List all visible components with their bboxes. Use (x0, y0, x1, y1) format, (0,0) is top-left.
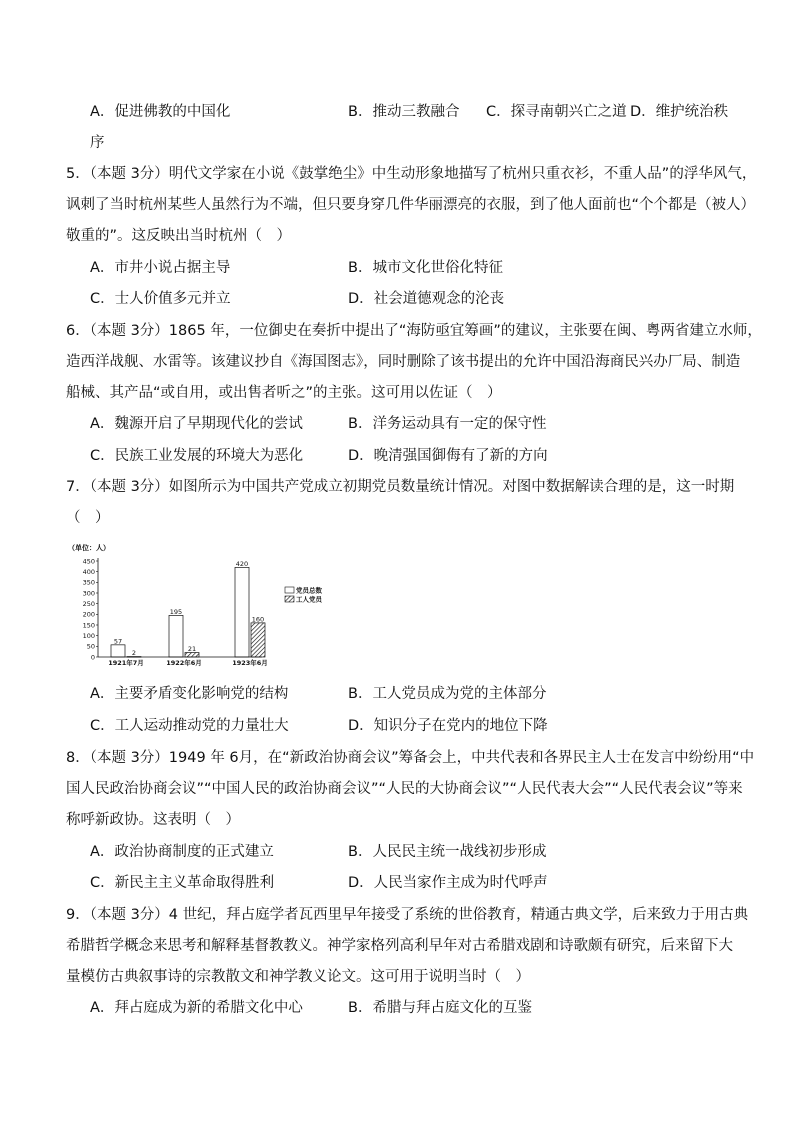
q8-stem-line: 国人民政治协商会议”“中国人民的政治协商会议”“人民的大协商会议”“人民代表大会”“人民代表会议”等来 (66, 781, 743, 797)
y-tick-label: 300 (82, 589, 95, 598)
q7-option-d: D．知识分子在党内的地位下降 (348, 718, 548, 734)
q7-option-b: B．工人党员成为党的主体部分 (348, 686, 547, 702)
q6-option-a: A．魏源开启了早期现代化的尝试 (90, 416, 303, 432)
y-tick-label: 200 (82, 610, 95, 619)
y-axis (83, 557, 98, 661)
q7-stem-line: （ ） (66, 510, 110, 526)
q8-option-b: B．人民民主统一战线初步形成 (348, 844, 547, 860)
bar-data-label: 195 (169, 607, 183, 616)
chart-unit-label: （单位：人） (68, 544, 110, 552)
q7-option-a: A．主要矛盾变化影响党的结构 (90, 686, 289, 702)
y-tick-label: 0 (90, 653, 95, 662)
q4-option-d: D．维护统治秩 (630, 104, 729, 120)
q8-option-d: D．人民当家作主成为时代呼声 (348, 875, 548, 891)
q7-option-c: C．工人运动推动党的力量壮大 (90, 718, 289, 734)
bar-data-label: 420 (235, 559, 249, 568)
y-tick-label: 50 (86, 642, 95, 651)
q4-option-d-continued: 序 (90, 135, 105, 151)
q6-stem-line: 造西洋战舰、水雷等。该建议抄自《海国图志》，同时删除了该书提出的允许中国沿海商民兴办厂局、制造 (66, 354, 741, 370)
q9-stem-line: 希腊哲学概念来思考和解释基督教教义。神学家格列高利早年对古希腊戏剧和诗歌颇有研究，后来留下大 (66, 938, 733, 954)
q9-stem-line: 9．（本题 3分）4 世纪，拜占庭学者瓦西里早年接受了系统的世俗教育，精通古典文学，后来致力于用古典 (66, 907, 749, 923)
q6-stem-line: 6．（本题 3分）1865 年，一位御史在奏折中提出了“海防亟宜筹画”的建议，主张要在闽、粤两省建立水师， (66, 323, 762, 339)
x-axis (98, 657, 268, 667)
q6-option-b: B．洋务运动具有一定的保守性 (348, 416, 547, 432)
q5-option-c: C．士人价值多元并立 (90, 291, 231, 307)
y-tick-label: 150 (82, 621, 95, 630)
legend-label: 工人党员 (296, 595, 322, 604)
party-member-bar-chart (66, 540, 336, 670)
q4-option-a: A．促进佛教的中国化 (90, 104, 231, 120)
y-tick-label: 250 (82, 599, 95, 608)
q8-option-c: C．新民主主义革命取得胜利 (90, 875, 275, 891)
y-tick-label: 350 (82, 578, 95, 587)
bar-total-members (169, 615, 183, 657)
q5-stem-line: 讽刺了当时杭州某些人虽然行为不端，但只要身穿几件华丽漂亮的衣服，到了他人面前也“个个都是（被人） (66, 197, 756, 213)
q4-option-b: B．推动三教融合 (348, 104, 460, 120)
q9-option-a: A．拜占庭成为新的希腊文化中心 (90, 1000, 303, 1016)
q8-option-a: A．政治协商制度的正式建立 (90, 844, 274, 860)
y-tick-label: 400 (82, 567, 95, 576)
bar-data-label: 57 (113, 637, 123, 646)
chart-legend (285, 586, 323, 604)
q5-option-d: D．社会道德观念的沦丧 (348, 291, 505, 307)
q9-stem-line: 量模仿古典叙事诗的宗教散文和神学教义论文。这可用于说明当时（ ） (66, 969, 530, 985)
x-tick-label: 1923年6月 (232, 659, 268, 667)
q7-stem-line: 7．（本题 3分）如图所示为中国共产党成立初期党员数量统计情况。对图中数据解读合理的是，这一时期 (66, 479, 735, 495)
x-tick-label: 1922年6月 (166, 659, 202, 667)
bar-total-members (235, 567, 249, 657)
bar-data-label: 21 (187, 645, 197, 654)
legend-swatch (285, 596, 294, 602)
legend-label: 党员总数 (296, 586, 322, 595)
y-tick-label: 450 (82, 557, 95, 566)
bar-data-label: 2 (131, 649, 137, 658)
bar-worker-members (251, 623, 265, 657)
bar-data-label: 160 (251, 615, 265, 624)
q6-stem-line: 船械、其产品“或自用，或出售者听之”的主张。这可用以佐证（ ） (66, 385, 502, 401)
q5-option-b: B．城市文化世俗化特征 (348, 260, 503, 276)
bar-total-members (111, 645, 125, 657)
q6-option-d: D．晚清强国御侮有了新的方向 (348, 448, 548, 464)
bar-worker-members (185, 653, 199, 657)
q5-stem-line: 5．（本题 3分）明代文学家在小说《鼓掌绝尘》中生动形象地描写了杭州只重衣衫，不重人品”的浮华风气， (66, 166, 757, 182)
q5-stem-line: 敬重的”。这反映出当时杭州（ ） (66, 228, 292, 244)
x-tick-label: 1921年7月 (108, 659, 144, 667)
q4-option-c: C．探寻南朝兴亡之道 (486, 104, 627, 120)
q9-option-b: B．希腊与拜占庭文化的互鉴 (348, 1000, 532, 1016)
bars-group (111, 560, 265, 657)
legend-swatch (285, 587, 294, 593)
q5-option-a: A．市井小说占据主导 (90, 260, 231, 276)
q8-stem-line: 称呼新政协。这表明（ ） (66, 812, 240, 828)
q8-stem-line: 8．（本题 3分）1949 年 6月，在“新政治协商会议”筹备会上，中共代表和各界民主人士在发言中纷纷用“中 (66, 750, 755, 766)
y-tick-label: 100 (82, 631, 95, 640)
q6-option-c: C．民族工业发展的环境大为恶化 (90, 448, 304, 464)
